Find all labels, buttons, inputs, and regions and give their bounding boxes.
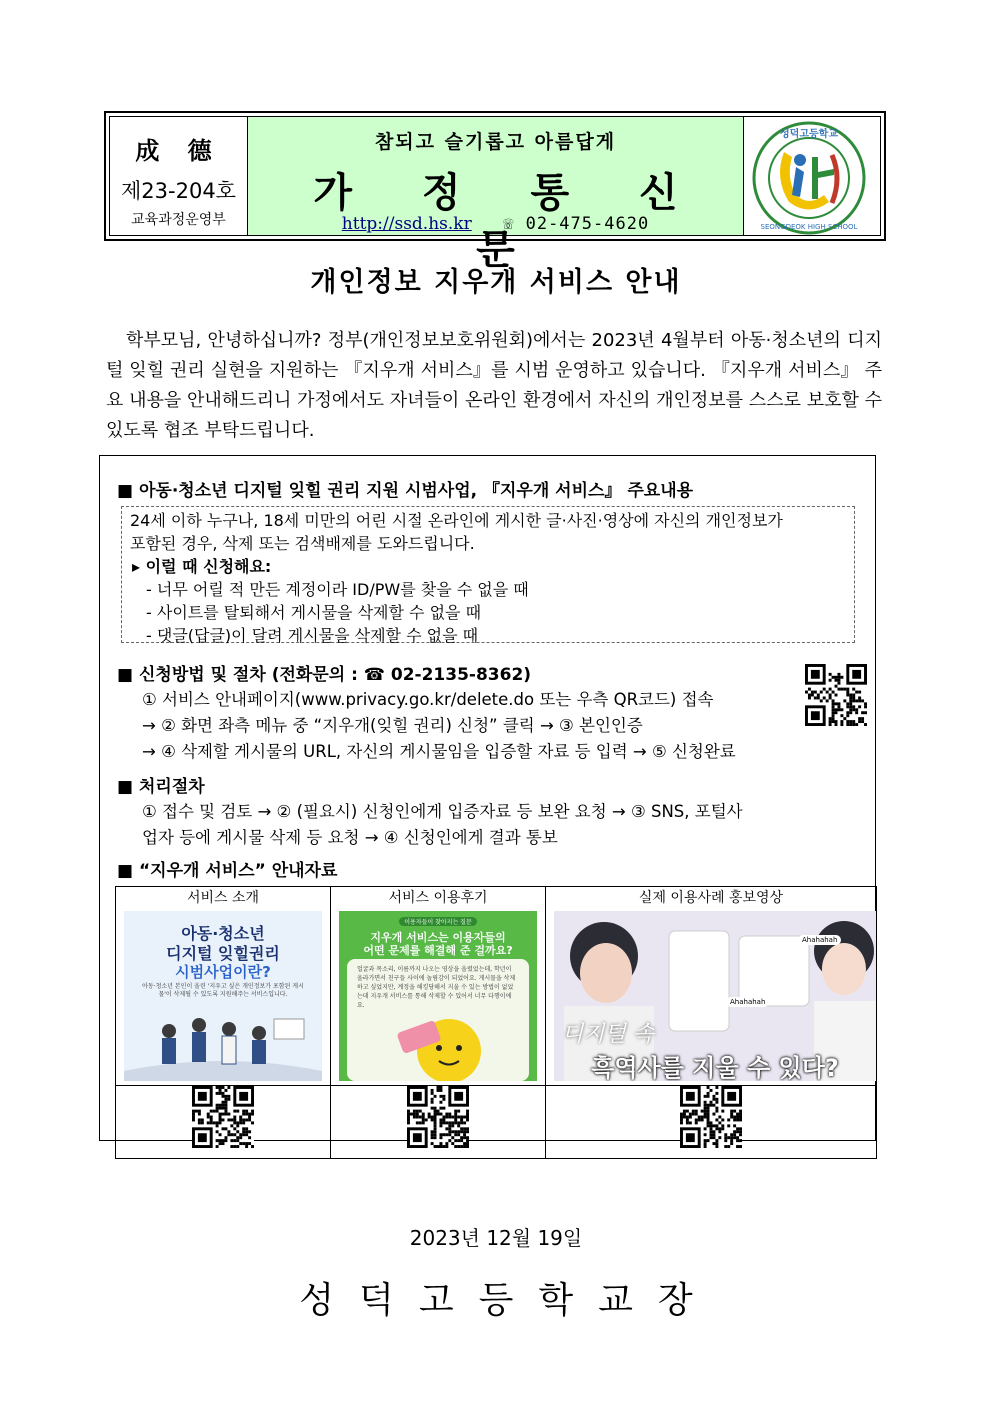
school-logo-icon [744,117,874,239]
service-intro-image[interactable]: 아동·청소년 디지털 잊힐권리 시범사업이란? 아동·청소년 본인이 올린 '지우고 싶은 개인정보가 포함된 게시물'이 삭제될 수 있도록 지원해주는 서비스입니다. [124,911,322,1081]
resource-col-review [331,887,546,1086]
service-summary-box [121,506,855,643]
resource-col-intro [116,887,331,1086]
section4-heading: ■ “지우개 서비스” 안내자료 [117,861,338,881]
title-cell [248,117,744,273]
procedure-line: → ② 화면 좌측 메뉴 중 “지우개(잊힐 권리) 신청” 클릭 → ③ 본인인증 [142,716,643,735]
section2-heading: ■ 신청방법 및 절차 (전화문의 : ☎ 02-2135-8362) [117,665,532,685]
school-motto: 참되고 슬기롭고 아름답게 [374,131,617,153]
svg-text:SEONGDEOK HIGH SCHOOL: SEONGDEOK HIGH SCHOOL [760,223,858,231]
newsletter-title: 가 정 통 신 문 [313,170,706,273]
service-review-image[interactable]: 이용자들이 찾아지는 질문 지우개 서비스는 이용자들의 어떤 문제를 해결해 준 걸까요? 얼굴과 목소리, 이름까지 나오는 영상을 올렸었는데, 학년이 올라가면서 친구들 사이에 놀림감이 되었어요. 게시물을 삭제하고 싶었지만, 계정을 해킹당해서 지울 수 있는 방법이 없었는데 지우개 서비스를 통해 삭제할 수 있어서 너무 다행이에요. [339,911,537,1081]
section1-heading: ■ 아동·청소년 디지털 잊힐 권리 지원 시범사업, 『지우개 서비스』 주요내용 [117,481,694,501]
when-to-apply-label: ▸ 이럴 때 신청해요: [132,557,272,576]
summary-line: 24세 이하 누구나, 18세 미만의 어린 시절 온라인에 게시한 글·사진·영상에 자신의 개인정보가 [130,511,783,530]
process-line: ① 접수 및 검토 → ② (필요시) 신청인에게 입증자료 등 보완 요청 → ③ SNS, 포털사 [142,802,743,821]
issue-date: 2023년 12월 19일 [409,1226,583,1250]
qr-code-video[interactable] [680,1086,742,1152]
qr-code-intro[interactable] [192,1086,254,1152]
newsletter-header [104,111,886,273]
school-hanja: 成 德 [135,136,222,165]
department: 교육과정운영부 [131,212,226,228]
case-item: - 댓글(답글)이 달려 게시물을 삭제할 수 없을 때 [146,626,479,645]
process-line: 업자 등에 게시물 삭제 등 요청 → ④ 신청인에게 결과 통보 [142,828,558,847]
section3-heading: ■ 처리절차 [117,777,205,797]
column-label: 실제 이용사례 홍보영상 [638,890,784,906]
resource-table [115,886,877,1159]
case-item: - 사이트를 탈퇴해서 게시물을 삭제할 수 없을 때 [146,603,482,622]
qr-cell [331,1086,546,1159]
qr-code-privacy[interactable] [805,664,867,730]
qr-code-review[interactable] [407,1086,469,1152]
principal-signature: 성덕고등학교장 [299,1280,718,1321]
issue-info [110,117,248,235]
svg-text:성덕고등학교: 성덕고등학교 [780,129,838,140]
procedure-line: ① 서비스 안내페이지(www.privacy.go.kr/delete.do 또는 우측 QR코드) 접속 [142,690,714,709]
students-illustration [124,1011,322,1081]
qr-cell [116,1086,331,1159]
promo-video-image[interactable]: Ahahahah Ahahahah 디지털 속 흑역사를 지울 수 있다? [554,911,876,1081]
summary-line: 포함된 경우, 삭제 또는 검색배제를 도와드립니다. [130,534,475,553]
school-logo [744,117,880,235]
school-phone: ☏ 02-475-4620 [503,214,650,234]
eraser-illustration [339,1006,537,1081]
intro-paragraph [106,326,882,446]
column-label: 서비스 소개 [186,890,260,906]
resource-col-video [546,887,877,1086]
intro-text: 학부모님, 안녕하십니까? 정부(개인정보보호위원회)에서는 2023년 4월부터 아동·청소년의 디지털 잊힐 권리 실현을 지원하는 『지우개 서비스』를 시범 운영하고 있습니다. 『지우개 서비스』 주요 내용을 안내해드리니 가정에서도 자녀들이 온라인 환경에서 자신의 개인정보를 스스로 보호할 수 있도록 협조 부탁드립니다. [106,330,882,441]
page-title: 개인정보 지우개 서비스 안내 [310,267,682,298]
issue-number: 제23-204호 [121,179,236,203]
school-url-link[interactable]: http://ssd.hs.kr [341,214,472,234]
qr-cell [546,1086,877,1159]
case-item: - 너무 어릴 적 만든 계정이라 ID/PW를 찾을 수 없을 때 [146,580,529,599]
procedure-line: → ④ 삭제할 게시물의 URL, 자신의 게시물임을 입증할 자료 등 입력 → ⑤ 신청완료 [142,742,736,761]
column-label: 서비스 이용후기 [388,890,488,906]
info-box [99,455,876,1141]
